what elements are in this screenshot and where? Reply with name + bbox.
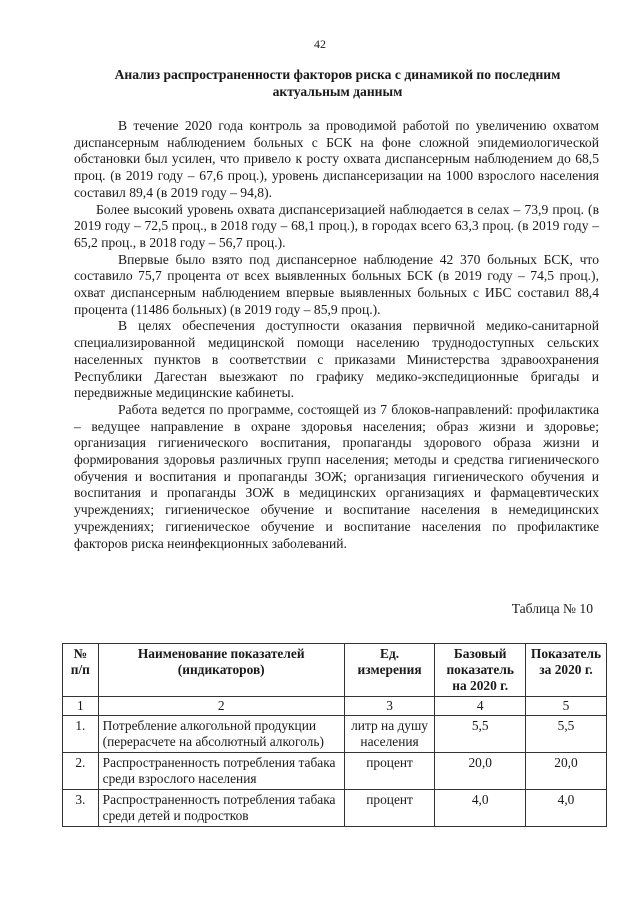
header-actual: Показатель за 2020 г. bbox=[526, 644, 607, 697]
indicator-name: Распространенность потребления табака среди детей и подростков bbox=[98, 790, 344, 827]
indicator-unit: процент bbox=[344, 753, 435, 790]
column-number-row bbox=[63, 697, 607, 716]
paragraph-program-blocks: Работа ведется по программе, состоящей из 7 блоков-направлений: профилактика – ведущее направление в охране здоровья населения; образ жизни и здоровье; организация гигиенического воспитания, пропаганды здорового образа жизни и формирования здоровья различных групп населения; методы и средства гигиенического обучения и воспитания и пропаганды ЗОЖ; организация гигиенического обучения и воспитания и пропаганды ЗОЖ в медицинских организациях и фармацевтических учреждениях; гигиеническое обучение и воспитание населения в немедицинских учреждениях; гигиеническое обучение и воспитание населения по профилактике факторов риска неинфекционных заболеваний. bbox=[74, 401, 599, 551]
baseline-value: 20,0 bbox=[435, 753, 526, 790]
page-number: 42 bbox=[314, 37, 326, 51]
column-number: 3 bbox=[344, 697, 435, 716]
paragraph-new-cases: Впервые было взято под диспансерное наблюдение 42 370 больных БСК, что составило 75,7 процента от всех выявленных больных БСК (в 2019 году – 74,5 проц.), охват диспансерным наблюдением впервые выявленных больных с ИБС составил 88,4 процента (11486 больных) (в 2019 году – 85,9 проц.). bbox=[74, 251, 599, 317]
indicator-unit: процент bbox=[344, 790, 435, 827]
actual-value: 20,0 bbox=[526, 753, 607, 790]
indicator-name: Потребление алкогольной продукции (перерасчете на абсолютный алкоголь) bbox=[98, 716, 344, 753]
column-number: 4 bbox=[435, 697, 526, 716]
header-baseline: Базовый показатель на 2020 г. bbox=[435, 644, 526, 697]
column-number: 5 bbox=[526, 697, 607, 716]
table-row bbox=[63, 753, 607, 790]
body-text bbox=[74, 118, 599, 552]
paragraph-mobile-brigades: В целях обеспечения доступности оказания первичной медико-санитарной специализированной медицинской помощи населению труднодоступных сельских населенных пунктов в соответствии с приказами Министерства здравоохранения Республики Дагестан выезжают по графику медико-экспедиционные бригады и передвижные медицинские кабинеты. bbox=[74, 318, 599, 401]
column-number: 2 bbox=[98, 697, 344, 716]
baseline-value: 4,0 bbox=[435, 790, 526, 827]
paragraph-dispensary-coverage: В течение 2020 года контроль за проводимой работой по увеличению охватом диспансерным наблюдением больных с БСК на фоне сложной эпидемиологической обстановки был усилен, что привело к росту охвата диспансерным наблюдением до 68,5 проц. (в 2019 году – 67,6 проц.), уровень диспансеризации на 1000 взрослого населения составил 89,4 (в 2019 году – 94,8). bbox=[74, 118, 599, 200]
row-number: 1. bbox=[63, 716, 99, 753]
table-header-row bbox=[63, 644, 607, 697]
header-indicator-name: Наименование показателей (индикаторов) bbox=[98, 644, 344, 697]
header-number: № п/п bbox=[63, 644, 99, 697]
table-caption: Таблица № 10 bbox=[511, 601, 593, 616]
indicator-unit: литр на душу населения bbox=[344, 716, 435, 753]
column-number: 1 bbox=[63, 697, 99, 716]
indicators-table bbox=[62, 643, 607, 827]
actual-value: 5,5 bbox=[526, 716, 607, 753]
header-unit: Ед. измерения bbox=[344, 644, 435, 697]
table-row bbox=[63, 790, 607, 827]
section-heading: Анализ распространенности факторов риска с динамикой по последним актуальным данным bbox=[114, 67, 561, 99]
row-number: 3. bbox=[63, 790, 99, 827]
baseline-value: 5,5 bbox=[435, 716, 526, 753]
indicator-name: Распространенность потребления табака среди взрослого населения bbox=[98, 753, 344, 790]
table-row bbox=[63, 716, 607, 753]
row-number: 2. bbox=[63, 753, 99, 790]
actual-value: 4,0 bbox=[526, 790, 607, 827]
paragraph-rural-urban: Более высокий уровень охвата диспансеризацией наблюдается в селах – 73,9 проц. (в 2019 году – 72,5 проц., в 2018 году – 68,1 проц.), в городах всего 63,3 проц. (в 2019 году – 65,2 проц., в 2018 году – 56,7 проц.). bbox=[74, 201, 599, 250]
